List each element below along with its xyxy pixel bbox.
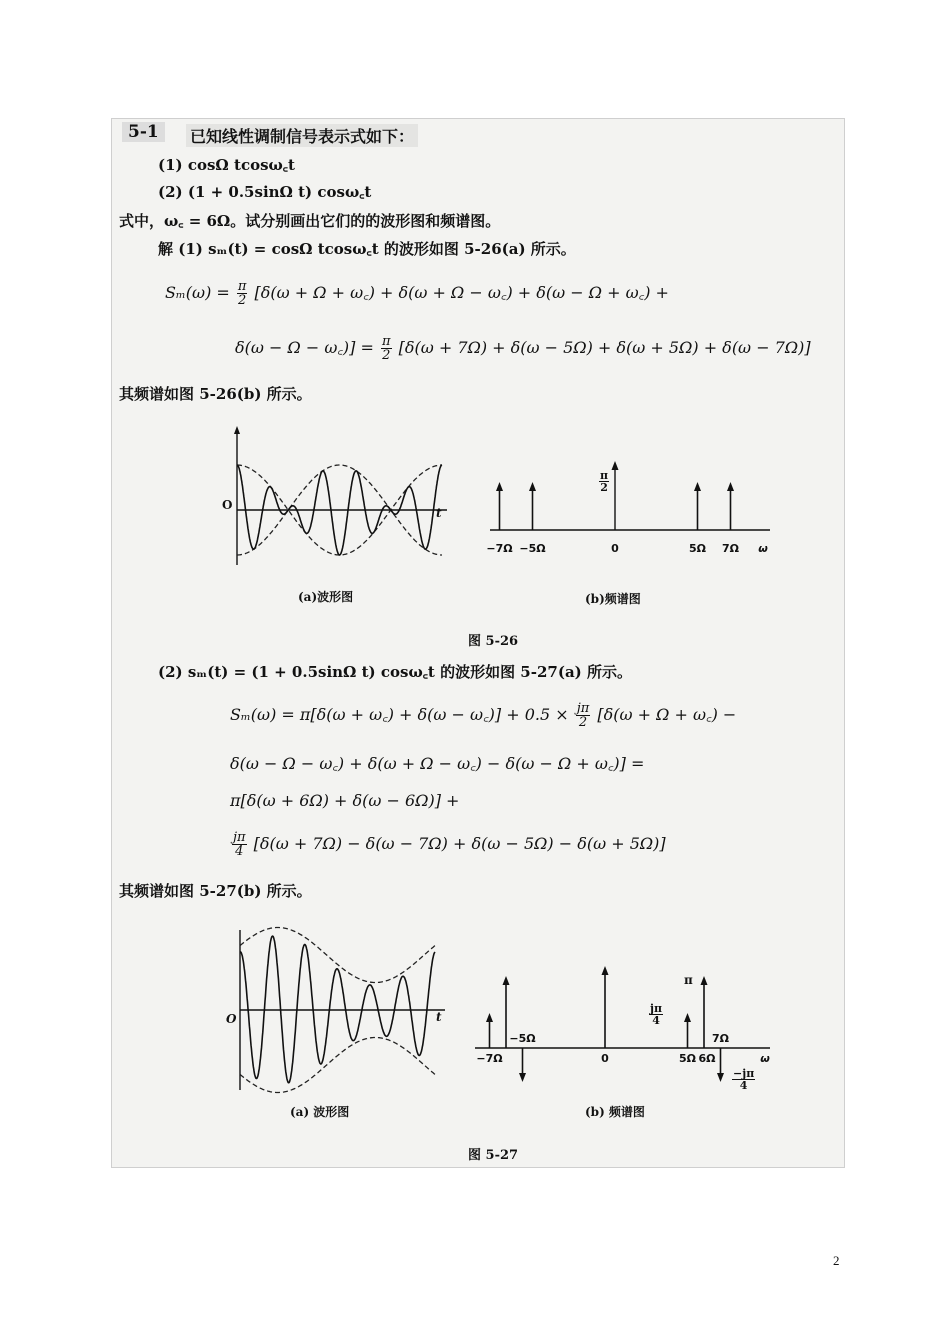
fraction-jpi-over-4: $\frac{j\pi}{4}$ [233, 830, 246, 859]
equation-2-line-4: $\frac{j\pi}{4}$ [δ(ω + 7Ω) − δ(ω − 7Ω) + δ(ω − 5Ω) − δ(ω + 5Ω)] [233, 830, 666, 859]
sideband-line-neg-5-head [519, 1073, 526, 1082]
spectrum-tick-label: −5Ω [509, 1032, 536, 1045]
fig27-caption: 图 5-27 [468, 1148, 519, 1163]
spectral-line-head [727, 482, 734, 491]
spectrum-vertical-axis-arrow [612, 461, 619, 470]
spectrum-tick-label: 7Ω [711, 1032, 730, 1045]
problem-item-1: (1) cosΩ tcosω꜀t [158, 156, 295, 174]
equation-2-line-3: π[δ(ω + 6Ω) + δ(ω − 6Ω)] + [230, 791, 460, 810]
fig26-caption: 图 5-26 [468, 634, 519, 649]
fig26-waveform [215, 425, 455, 575]
fraction-jpi-over-2: $\frac{j\pi}{2}$ [576, 701, 590, 730]
sideband-line-pos-7-head [717, 1073, 724, 1082]
envelope-lower [240, 1038, 435, 1093]
problem-item-2: (2) (1 + 0.5sinΩ t) cosω꜀t [158, 183, 372, 201]
spectrum-tick-label: 5Ω [688, 542, 707, 555]
sideband-line-pos-5-head [684, 1013, 691, 1022]
fig27-wave-t-label: t [436, 1010, 442, 1024]
fraction-pi-over-2: $\frac{\pi}{2}$ [382, 334, 391, 363]
spectrum-tick-label: −7Ω [476, 1052, 503, 1065]
fig27-pi-label: π [684, 973, 693, 987]
problem-number: 5-1 [122, 122, 165, 142]
carrier-line-neg-6-head [503, 976, 510, 985]
fig27-jpi4-label: $\frac{j\pi}{4}$ [650, 1002, 663, 1027]
spectral-line-head [496, 482, 503, 491]
equation-2-line-1: Sₘ(ω) = π[δ(ω + ω꜀) + δ(ω − ω꜀)] + 0.5 × $\frac{j\pi}{2}$ [δ(ω + Ω + ω꜀) − [230, 701, 737, 730]
spectral-line-head [694, 482, 701, 491]
spectrum-tick-label: 5Ω [678, 1052, 697, 1065]
spectrum-tick-label: 7Ω [721, 542, 740, 555]
fig27-waveform [222, 925, 452, 1095]
fraction-pi-over-2: $\frac{\pi}{2}$ [237, 279, 247, 308]
spectrum-tick-label: 0 [601, 1052, 609, 1065]
spectrum-tick-label: −7Ω [486, 542, 513, 555]
problem-condition: 式中，ω꜀ = 6Ω。试分别画出它们的的波形图和频谱图。 [119, 212, 501, 230]
carrier-line-pos-6-head [701, 976, 708, 985]
equation-1-line-1: Sₘ(ω) = $\frac{\pi}{2}$ [δ(ω + Ω + ω꜀) + δ(ω + Ω − ω꜀) + δ(ω − Ω + ω꜀) + [165, 279, 669, 308]
spectrum-note-1: 其频谱如图 5-26(b) 所示。 [119, 385, 312, 403]
fig26-spectrum [480, 460, 790, 560]
equation-2-line-2: δ(ω − Ω − ω꜀) + δ(ω + Ω − ω꜀) − δ(ω − Ω + ω꜀)] = [230, 754, 645, 773]
sideband-line-neg-7-head [486, 1013, 493, 1022]
spectrum-axis-label: ω [758, 542, 768, 555]
spectrum-note-2: 其频谱如图 5-27(b) 所示。 [119, 882, 312, 900]
spectrum-axis-label: ω [760, 1052, 770, 1065]
spectrum-tick-label: −5Ω [519, 542, 546, 555]
spectrum-tick-label: 6Ω [698, 1052, 716, 1065]
fig26-wave-t-label: t [436, 506, 442, 520]
problem-title: 已知线性调制信号表示式如下： [186, 124, 418, 147]
fig26-spectrum-height-label: $\frac{\pi}{2}$ [600, 469, 609, 494]
fig26-spectrum-caption: (b)频谱图 [585, 592, 641, 606]
spectral-line-head [529, 482, 536, 491]
page-number: 2 [833, 1253, 840, 1268]
fig26-waveform-caption: (a)波形图 [298, 590, 354, 604]
carrier-line-center-head [602, 966, 609, 975]
fig27-waveform-caption: (a) 波形图 [290, 1105, 350, 1119]
solution-intro-1: 解 (1) sₘ(t) = cosΩ tcosω꜀t 的波形如图 5-26(a) 所示。 [158, 240, 576, 258]
fig27-neg-jpi4-label: $\frac{-j\pi}{4}$ [733, 1067, 755, 1092]
spectrum-tick-label: 0 [611, 542, 619, 555]
amplitude-axis-arrow [234, 426, 240, 434]
fig26-wave-origin-label: O [222, 498, 233, 512]
equation-1-line-2: δ(ω − Ω − ω꜀)] = $\frac{\pi}{2}$ [δ(ω + 7Ω) + δ(ω − 5Ω) + δ(ω + 5Ω) + δ(ω − 7Ω)] [235, 334, 811, 363]
solution-intro-2: (2) sₘ(t) = (1 + 0.5sinΩ t) cosω꜀t 的波形如图 5-27(a) 所示。 [158, 663, 632, 681]
fig27-spectrum-caption: (b) 频谱图 [585, 1105, 645, 1119]
fig27-wave-origin-label: O [226, 1012, 237, 1026]
